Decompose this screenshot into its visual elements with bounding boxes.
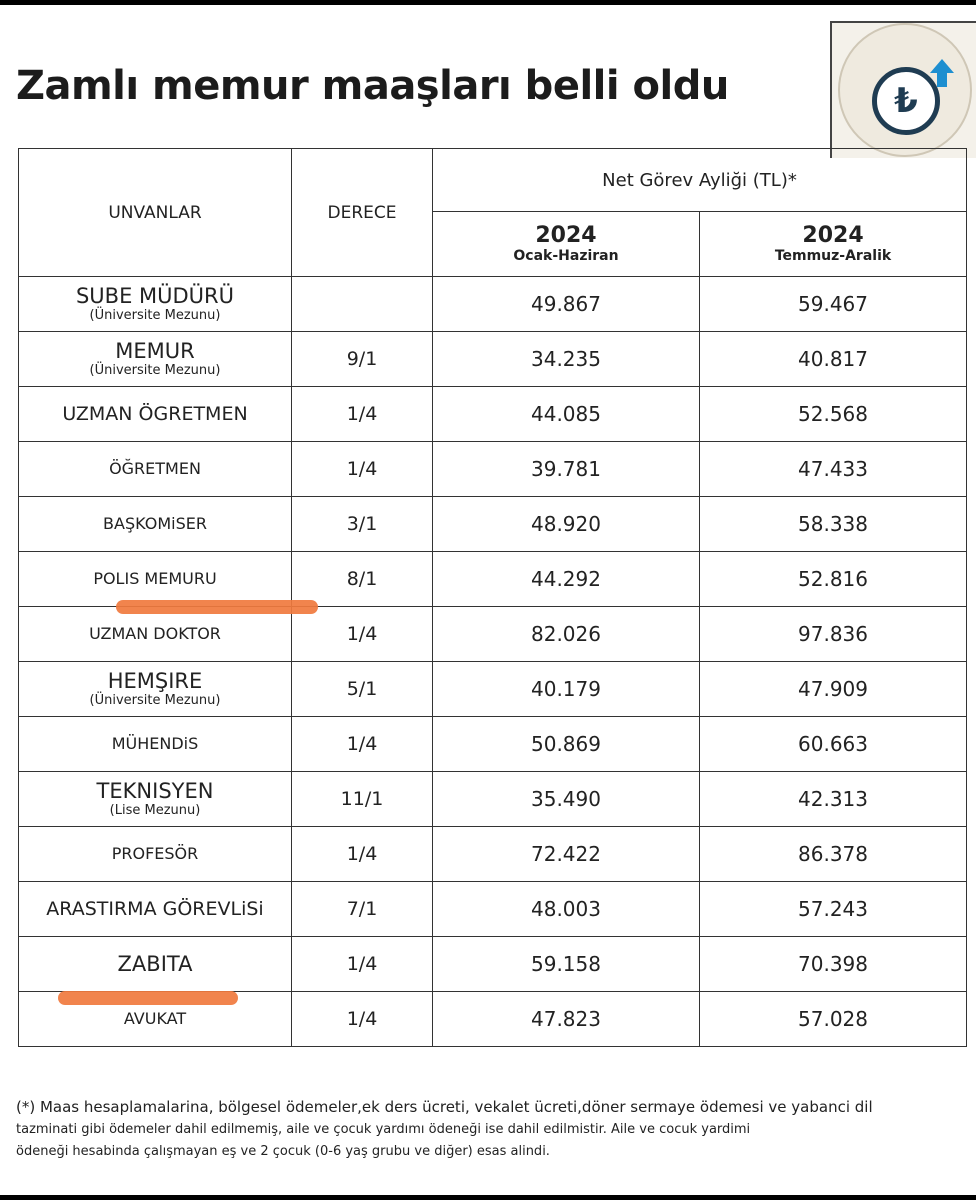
table-row: [19, 332, 967, 387]
cell-unvan: [19, 717, 292, 772]
cell-unvan: [19, 277, 292, 332]
logo: [830, 21, 976, 158]
unvan-title: ARASTIRMA GÖREVLiSi: [46, 898, 264, 920]
unvan-title: TEKNISYEN: [96, 779, 214, 803]
cell-derece: 1/4: [292, 387, 433, 442]
period-1-year: 2024: [535, 223, 597, 248]
cell-derece: 5/1: [292, 662, 433, 717]
cell-ocak-haziran: 72.422: [433, 827, 700, 882]
highlight-polis-memuru: [116, 600, 318, 614]
cell-temmuz-aralik: 57.243: [700, 882, 967, 937]
cell-derece: 1/4: [292, 607, 433, 662]
highlight-zabita: [58, 991, 238, 1005]
cell-ocak-haziran: 49.867: [433, 277, 700, 332]
unvan-subtitle: (Lise Mezunu): [109, 803, 201, 818]
unvan-title: MEMUR: [115, 339, 195, 363]
header-unvanlar: UNVANLAR: [19, 149, 292, 277]
cell-ocak-haziran: 48.003: [433, 882, 700, 937]
cell-unvan: [19, 332, 292, 387]
cell-ocak-haziran: 35.490: [433, 772, 700, 827]
cell-temmuz-aralik: 97.836: [700, 607, 967, 662]
cell-unvan: [19, 662, 292, 717]
cell-unvan: [19, 772, 292, 827]
period-2-label: Temmuz-Aralik: [774, 248, 892, 264]
unvan-title: ÖĞRETMEN: [109, 459, 201, 478]
cell-derece: 1/4: [292, 937, 433, 992]
unvan-title: AVUKAT: [123, 1009, 187, 1028]
cell-ocak-haziran: 47.823: [433, 992, 700, 1047]
header-period-1: [433, 212, 700, 277]
table-row: [19, 827, 967, 882]
cell-ocak-haziran: 59.158: [433, 937, 700, 992]
unvan-title: SUBE MÜDÜRÜ: [75, 284, 235, 308]
header-derece: DERECE: [292, 149, 433, 277]
unvan-title: BAŞKOMiSER: [103, 514, 207, 533]
cell-derece: 1/4: [292, 827, 433, 882]
turkish-lira-icon: ₺: [872, 67, 940, 135]
cell-temmuz-aralik: 60.663: [700, 717, 967, 772]
cell-unvan: [19, 827, 292, 882]
unvan-subtitle: (Üniversite Mezunu): [89, 363, 221, 378]
cell-temmuz-aralik: 52.568: [700, 387, 967, 442]
up-arrow-icon: [930, 59, 954, 97]
period-1-label: Ocak-Haziran: [513, 248, 619, 264]
unvan-subtitle: (Üniversite Mezunu): [89, 693, 221, 708]
cell-ocak-haziran: 40.179: [433, 662, 700, 717]
cell-unvan: [19, 937, 292, 992]
cell-unvan: [19, 607, 292, 662]
table-row: [19, 497, 967, 552]
table-row: [19, 387, 967, 442]
cell-temmuz-aralik: 47.433: [700, 442, 967, 497]
cell-derece: 1/4: [292, 442, 433, 497]
table-row: [19, 882, 967, 937]
cell-temmuz-aralik: 42.313: [700, 772, 967, 827]
cell-temmuz-aralik: 59.467: [700, 277, 967, 332]
table-row: [19, 772, 967, 827]
cell-derece: 1/4: [292, 992, 433, 1047]
logo-badge: [838, 23, 972, 157]
cell-unvan: [19, 497, 292, 552]
table-row: [19, 607, 967, 662]
cell-derece: [292, 277, 433, 332]
unvan-title: POLIS MEMURU: [93, 569, 217, 588]
cell-ocak-haziran: 44.085: [433, 387, 700, 442]
header-net-gorev-ayligi: Net Görev Ayliği (TL)*: [433, 149, 967, 212]
table-row: [19, 937, 967, 992]
footnote-line-3: ödeneği hesabinda çalışmayan eş ve 2 çocuk (0-6 yaş grubu ve diğer) esas alindi.: [16, 1144, 550, 1159]
salary-table: [18, 148, 967, 1047]
cell-temmuz-aralik: 52.816: [700, 552, 967, 607]
cell-unvan: [19, 442, 292, 497]
cell-temmuz-aralik: 86.378: [700, 827, 967, 882]
header-period-2: [700, 212, 967, 277]
table-row: [19, 442, 967, 497]
unvan-title: HEMŞIRE: [107, 669, 203, 693]
cell-derece: 9/1: [292, 332, 433, 387]
unvan-title: MÜHENDiS: [111, 734, 199, 753]
cell-unvan: [19, 552, 292, 607]
period-2-year: 2024: [802, 223, 864, 248]
footnote-line-2: tazminati gibi ödemeler dahil edilmemiş, aile ve çocuk yardımı ödeneği ise dahil edilmistir. Aile ve cocuk yardimi: [16, 1122, 751, 1137]
unvan-title: UZMAN DOKTOR: [89, 624, 221, 643]
cell-derece: 1/4: [292, 717, 433, 772]
cell-temmuz-aralik: 57.028: [700, 992, 967, 1047]
cell-ocak-haziran: 39.781: [433, 442, 700, 497]
page-title: Zamlı memur maaşları belli oldu: [16, 63, 729, 109]
unvan-title: ZABITA: [117, 952, 193, 976]
cell-derece: 11/1: [292, 772, 433, 827]
unvan-title: UZMAN ÖGRETMEN: [62, 403, 248, 425]
cell-ocak-haziran: 44.292: [433, 552, 700, 607]
cell-ocak-haziran: 82.026: [433, 607, 700, 662]
cell-ocak-haziran: 48.920: [433, 497, 700, 552]
footnote: [16, 1096, 966, 1163]
cell-ocak-haziran: 50.869: [433, 717, 700, 772]
table-row: [19, 662, 967, 717]
cell-temmuz-aralik: 70.398: [700, 937, 967, 992]
cell-derece: 7/1: [292, 882, 433, 937]
cell-derece: 3/1: [292, 497, 433, 552]
footnote-line-1: (*) Maas hesaplamalarina, bölgesel ödemeler,ek ders ücreti, vekalet ücreti,döner sermaye ödemesi ve yabanci dil: [16, 1098, 873, 1116]
cell-ocak-haziran: 34.235: [433, 332, 700, 387]
table-row: [19, 552, 967, 607]
cell-derece: 8/1: [292, 552, 433, 607]
cell-unvan: [19, 882, 292, 937]
document-page: [0, 5, 976, 1195]
unvan-title: PROFESÖR: [111, 844, 199, 863]
unvan-subtitle: (Üniversite Mezunu): [89, 308, 221, 323]
cell-unvan: [19, 387, 292, 442]
table-row: [19, 717, 967, 772]
table-row: [19, 277, 967, 332]
cell-temmuz-aralik: 47.909: [700, 662, 967, 717]
cell-temmuz-aralik: 58.338: [700, 497, 967, 552]
cell-temmuz-aralik: 40.817: [700, 332, 967, 387]
